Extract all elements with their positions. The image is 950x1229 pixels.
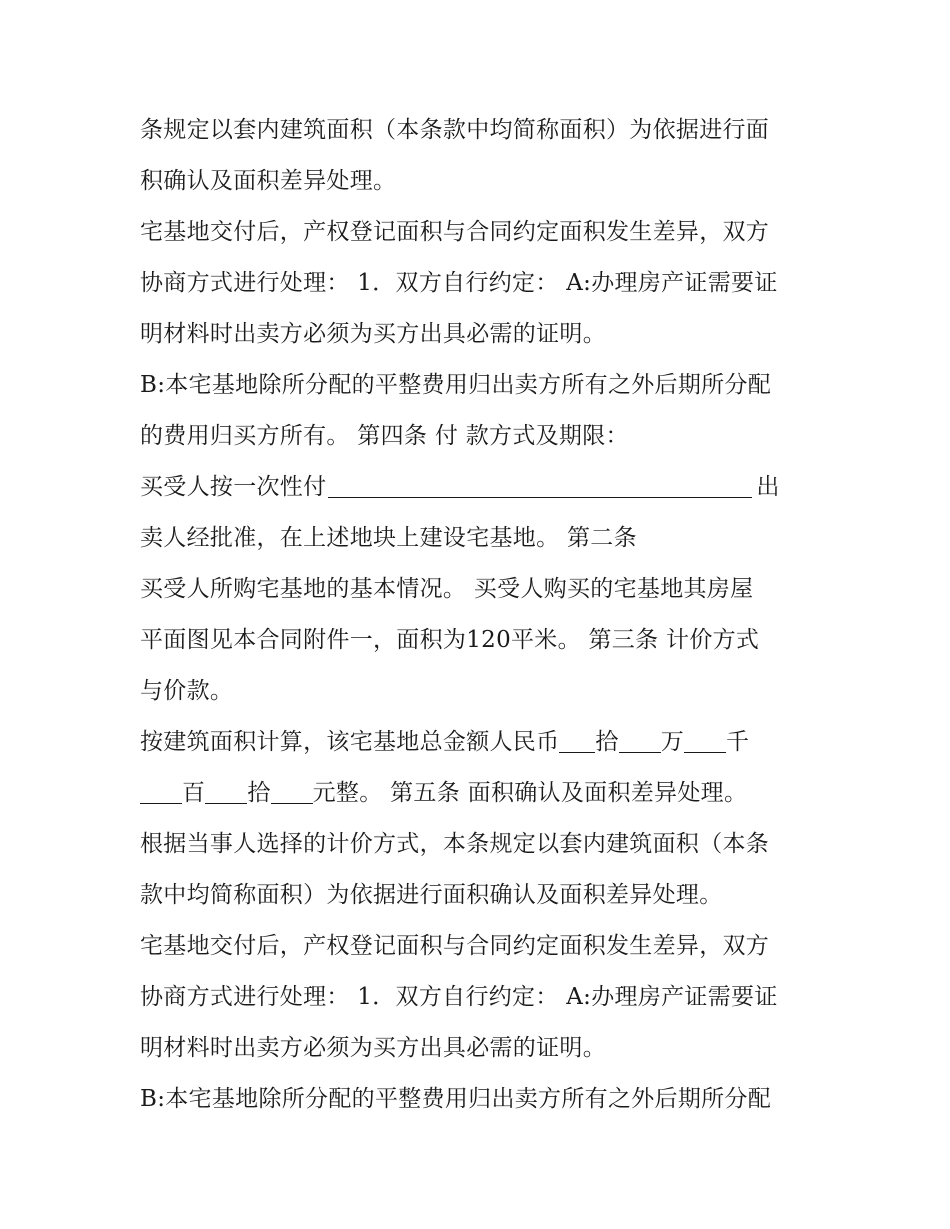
text-line: 协商方式进行处理： 1．双方自行约定： A:办理房产证需要证	[140, 270, 778, 296]
text-line: B:本宅基地除所分配的平整费用归出卖方所有之外后期所分配	[140, 372, 772, 398]
unit-qian: 千	[726, 729, 750, 755]
payment-blank	[328, 475, 752, 498]
unit-wan: 万	[660, 729, 685, 755]
payment-line	[140, 462, 810, 513]
text-line: 协商方式进行处理： 1．双方自行约定： A:办理房产证需要证	[140, 984, 778, 1010]
text-line: 的费用归买方所有。 第四条 付 款方式及期限：	[140, 423, 629, 449]
text-line: 宅基地交付后，产权登记面积与合同约定面积发生差异，双方	[140, 933, 770, 959]
payment-suffix: 出	[756, 474, 780, 500]
amount-blank	[559, 730, 595, 753]
amount-suffix: 元整。 第五条 面积确认及面积差异处理。	[312, 780, 748, 806]
payment-prefix: 买受人按一次性付	[140, 474, 327, 500]
text-line: 买受人所购宅基地的基本情况。 买受人购买的宅基地其房屋	[140, 576, 754, 602]
amount-prefix: 按建筑面积计算，该宅基地总金额人民币	[140, 729, 560, 755]
text-line: 明材料时出卖方必须为买方出具必需的证明。	[140, 1035, 606, 1061]
text-line: 条规定以套内建筑面积（本条款中均简称面积）为依据进行面	[140, 117, 770, 143]
text-line: 明材料时出卖方必须为买方出具必需的证明。	[140, 321, 606, 347]
unit-shi: 拾	[247, 780, 271, 806]
amount-line-2	[140, 768, 810, 819]
text-line: B:本宅基地除所分配的平整费用归出卖方所有之外后期所分配	[140, 1086, 772, 1112]
unit-shi-wan: 拾	[595, 729, 619, 755]
text-line: 根据当事人选择的计价方式，本条规定以套内建筑面积（本条	[140, 831, 770, 857]
text-line: 与价款。	[140, 678, 234, 704]
amount-blank	[205, 781, 247, 804]
unit-bai: 百	[182, 780, 206, 806]
text-line: 宅基地交付后，产权登记面积与合同约定面积发生差异，双方	[140, 219, 770, 245]
text-line: 卖人经批准，在上述地块上建设宅基地。 第二条	[140, 525, 637, 551]
text-line: 平面图见本合同附件一，面积为120平米。 第三条 计价方式	[140, 627, 760, 653]
amount-blank	[271, 781, 313, 804]
text-line: 款中均简称面积）为依据进行面积确认及面积差异处理。	[140, 882, 723, 908]
amount-blank	[619, 730, 661, 753]
amount-blank	[140, 781, 182, 804]
amount-blank	[684, 730, 726, 753]
amount-line-1	[140, 717, 810, 768]
text-line: 积确认及面积差异处理。	[140, 168, 397, 194]
